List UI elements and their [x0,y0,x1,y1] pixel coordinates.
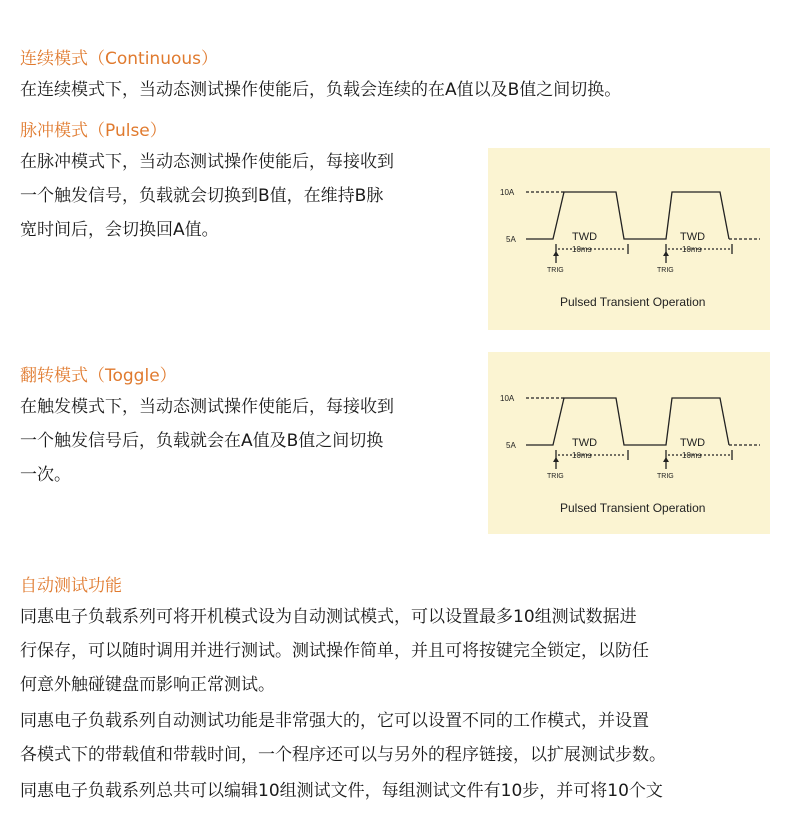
pulse-mode-text-line-2: 一个触发信号，负载就会切换到B值，在维持B脉 [20,186,384,206]
twd-label-2: TWD [680,231,706,243]
toggle-mode-heading: 翻转模式（Toggle） [20,366,177,386]
width-label-2: 10ms [682,451,702,460]
toggle-mode-text-line-3: 一次。 [20,465,71,485]
auto-test-text-line-5: 各模式下的带载值和带载时间，一个程序还可以与另外的程序链接，以扩展测试步数。 [20,745,666,765]
auto-test-text-line-3: 何意外触碰键盘而影响正常测试。 [20,675,275,695]
width-label-2: 10ms [682,245,702,254]
pulse-mode-text-line-3: 宽时间后，会切换回A值。 [20,220,219,240]
auto-test-text-line-6: 同惠电子负载系列总共可以编辑10组测试文件，每组测试文件有10步，并可将10个文 [20,781,663,801]
trig-label-1: TRIG [547,473,564,480]
continuous-mode-text: 在连续模式下，当动态测试操作使能后，负载会连续的在A值以及B值之间切换。 [20,80,622,100]
diagram-caption: Pulsed Transient Operation [560,501,706,515]
high-level-label: 10A [500,394,515,403]
toggle-waveform-svg [488,352,770,534]
toggle-mode-text-line-1: 在触发模式下，当动态测试操作使能后，每接收到 [20,397,394,417]
toggle-transient-diagram [488,352,770,534]
pulse-transient-diagram [488,148,770,330]
twd-label-1: TWD [572,437,598,449]
continuous-mode-heading: 连续模式（Continuous） [20,49,219,69]
low-level-label: 5A [506,235,516,244]
toggle-mode-text-line-2: 一个触发信号后，负载就会在A值及B值之间切换 [20,431,384,451]
pulse-waveform-svg [488,148,770,330]
auto-test-heading: 自动测试功能 [20,576,122,596]
auto-test-text-line-1: 同惠电子负载系列可将开机模式设为自动测试模式，可以设置最多10组测试数据进 [20,607,637,627]
trig-label-2: TRIG [657,473,674,480]
auto-test-text-line-2: 行保存，可以随时调用并进行测试。测试操作简单，并且可将按键完全锁定，以防任 [20,641,649,661]
width-label-1: 10ms [572,245,592,254]
pulse-mode-heading: 脉冲模式（Pulse） [20,121,167,141]
twd-label-1: TWD [572,231,598,243]
trig-label-1: TRIG [547,267,564,274]
pulse-mode-text-line-1: 在脉冲模式下，当动态测试操作使能后，每接收到 [20,152,394,172]
diagram-caption: Pulsed Transient Operation [560,295,706,309]
trig-label-2: TRIG [657,267,674,274]
low-level-label: 5A [506,441,516,450]
twd-label-2: TWD [680,437,706,449]
width-label-1: 10ms [572,451,592,460]
auto-test-text-line-4: 同惠电子负载系列自动测试功能是非常强大的，它可以设置不同的工作模式，并设置 [20,711,649,731]
high-level-label: 10A [500,188,515,197]
